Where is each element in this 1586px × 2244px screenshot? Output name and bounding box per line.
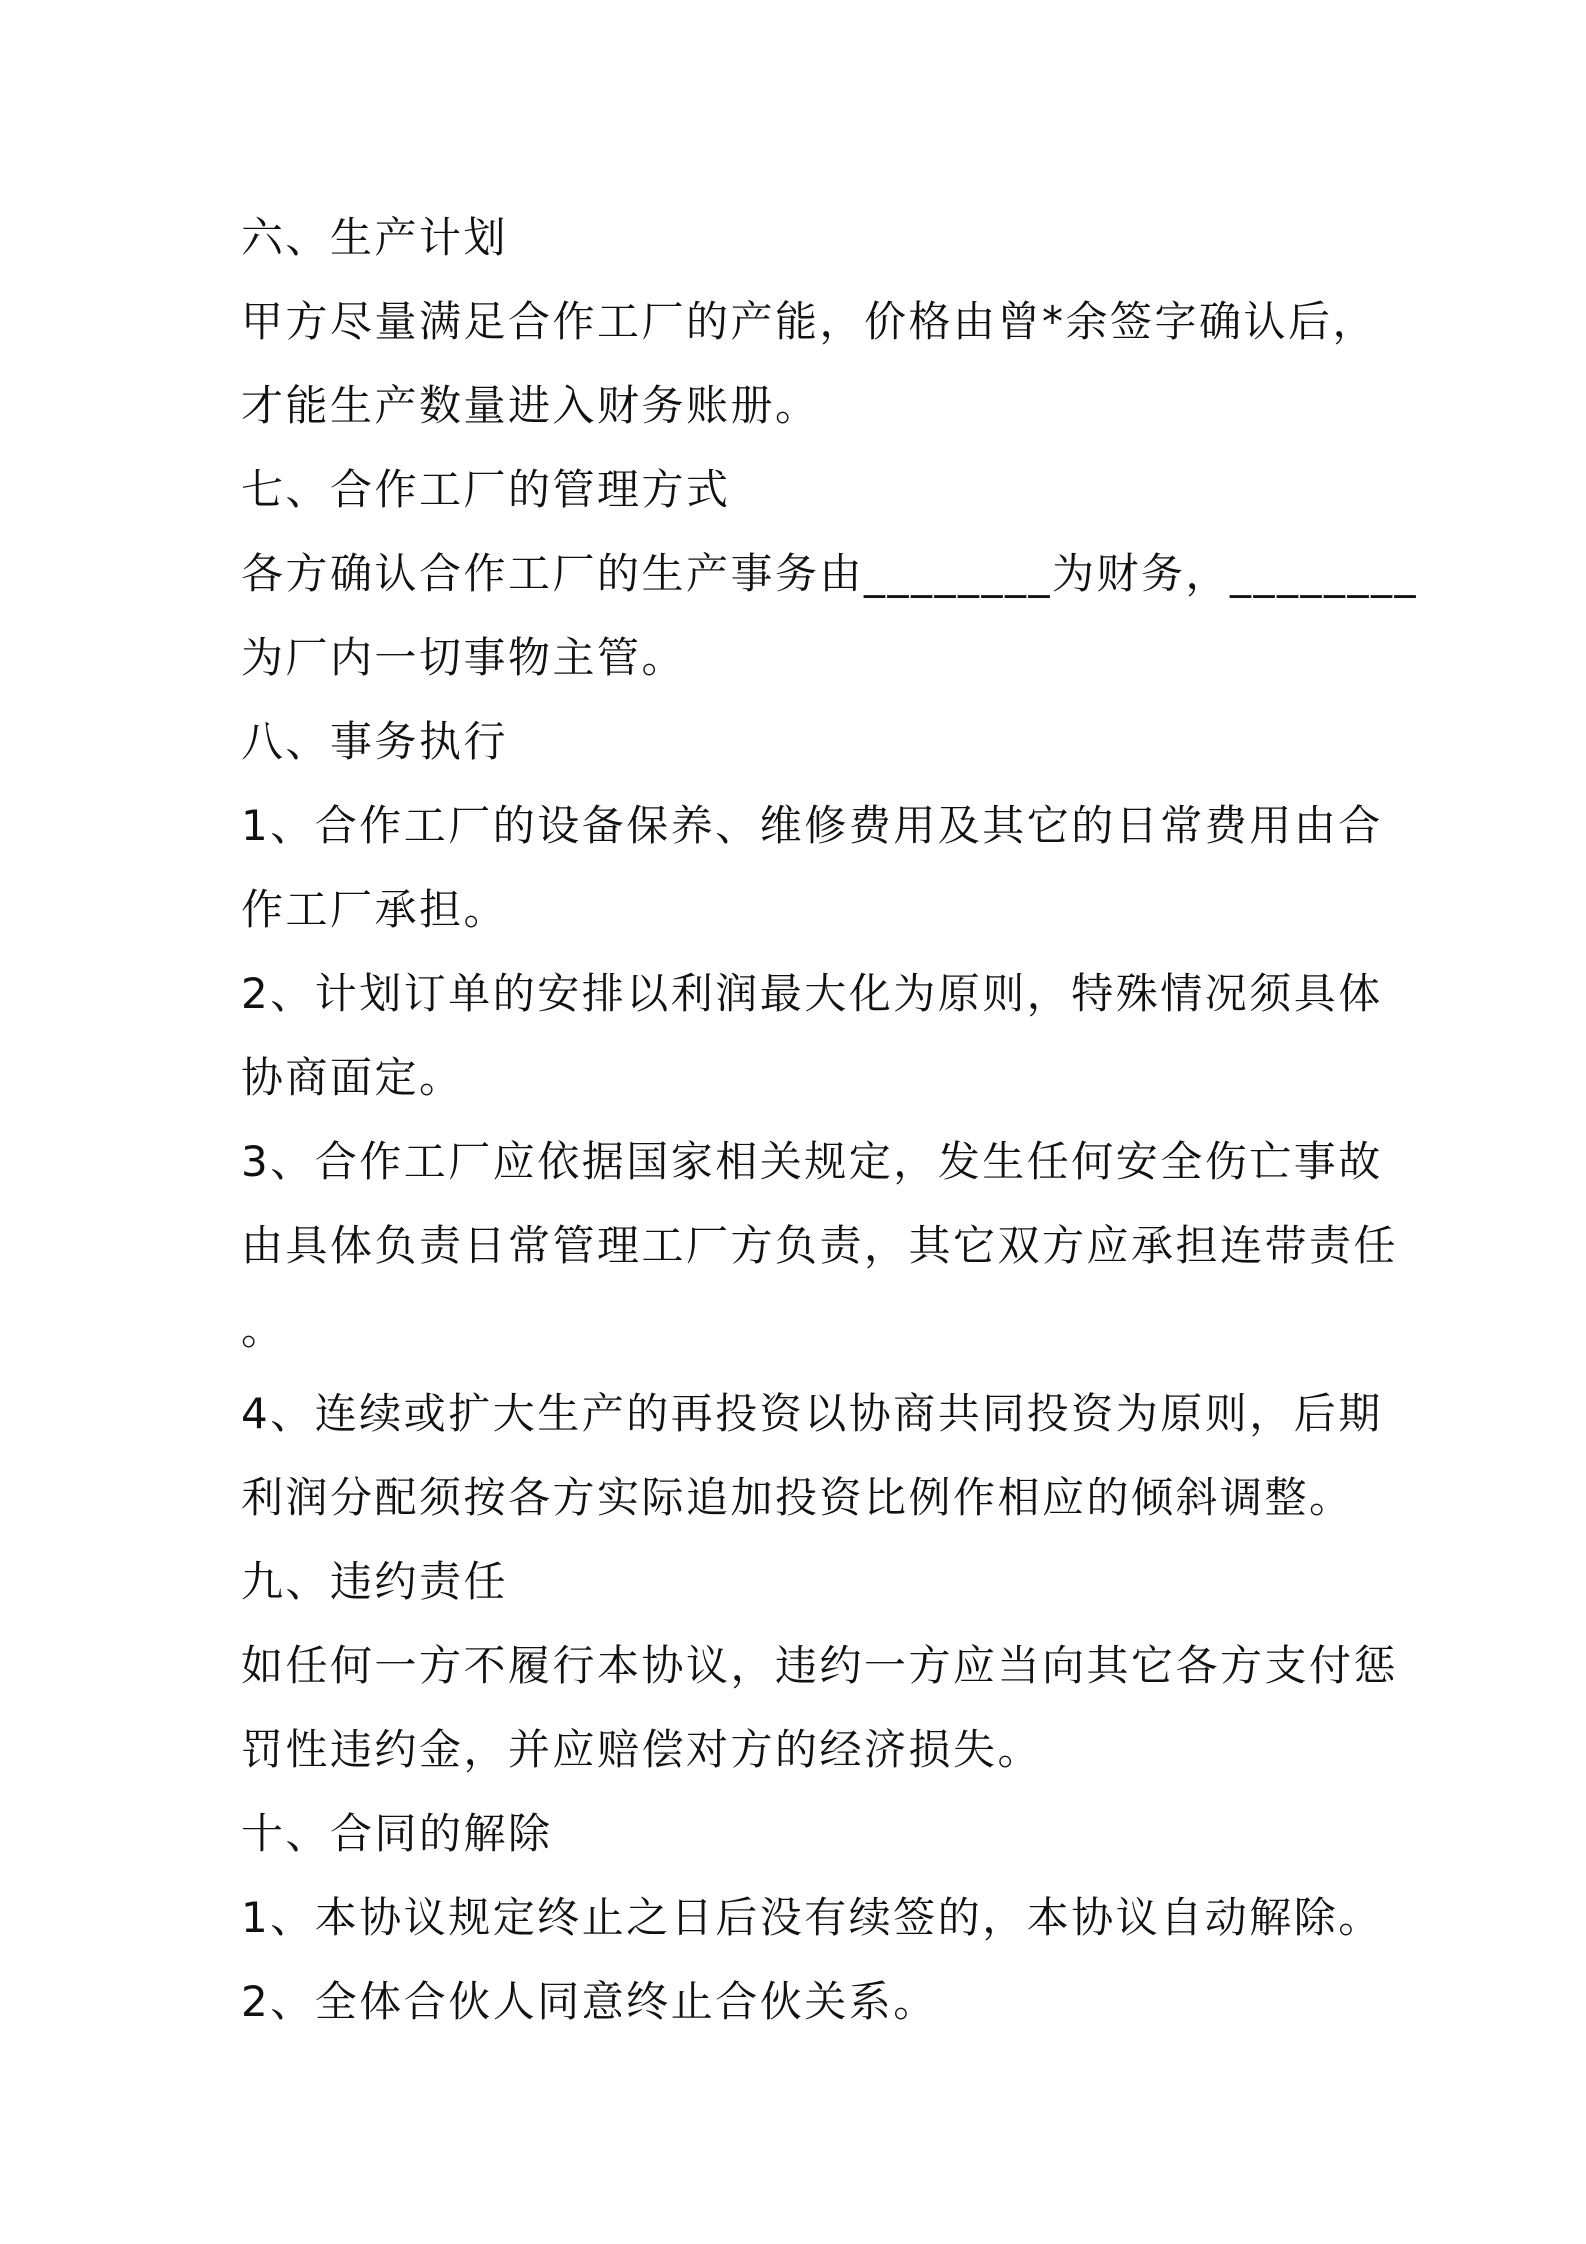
section-heading-termination: 十、合同的解除 bbox=[241, 1809, 553, 1858]
list-item-line: 1、本协议规定终止之日后没有续签的，本协议自动解除。 bbox=[241, 1893, 1383, 1942]
paragraph-line: 如任何一方不履行本协议，违约一方应当向其它各方支付惩 bbox=[241, 1641, 1399, 1690]
section-heading-production-plan: 六、生产计划 bbox=[241, 213, 509, 262]
document-body bbox=[241, 196, 1419, 2044]
list-item-line: 利润分配须按各方实际追加投资比例作相应的倾斜调整。 bbox=[241, 1473, 1354, 1522]
list-item-line: 由具体负责日常管理工厂方负责，其它双方应承担连带责任 bbox=[241, 1221, 1399, 1270]
paragraph-line: 为厂内一切事物主管。 bbox=[241, 633, 687, 682]
paragraph-line: 甲方尽量满足合作工厂的产能，价格由曾*余签字确认后， bbox=[241, 297, 1378, 346]
list-item-line: 3、合作工厂应依据国家相关规定，发生任何安全伤亡事故 bbox=[241, 1137, 1383, 1186]
list-item-line: 协商面定。 bbox=[241, 1053, 464, 1102]
section-heading-liability: 九、违约责任 bbox=[241, 1557, 509, 1606]
paragraph-line: 罚性违约金，并应赔偿对方的经济损失。 bbox=[241, 1725, 1043, 1774]
list-item-line: 2、计划订单的安排以利润最大化为原则，特殊情况须具体 bbox=[241, 969, 1383, 1018]
list-item-line: 。 bbox=[241, 1305, 286, 1354]
paragraph-line: 才能生产数量进入财务账册。 bbox=[241, 381, 820, 430]
paragraph-line: 各方确认合作工厂的生产事务由________为财务，________ bbox=[241, 549, 1419, 598]
section-heading-execution: 八、事务执行 bbox=[241, 717, 509, 766]
section-heading-management: 七、合作工厂的管理方式 bbox=[241, 465, 731, 514]
list-item-line: 2、全体合伙人同意终止合伙关系。 bbox=[241, 1977, 938, 2026]
list-item-line: 1、合作工厂的设备保养、维修费用及其它的日常费用由合 bbox=[241, 801, 1383, 850]
list-item-line: 作工厂承担。 bbox=[241, 885, 509, 934]
list-item-line: 4、连续或扩大生产的再投资以协商共同投资为原则，后期 bbox=[241, 1389, 1383, 1438]
